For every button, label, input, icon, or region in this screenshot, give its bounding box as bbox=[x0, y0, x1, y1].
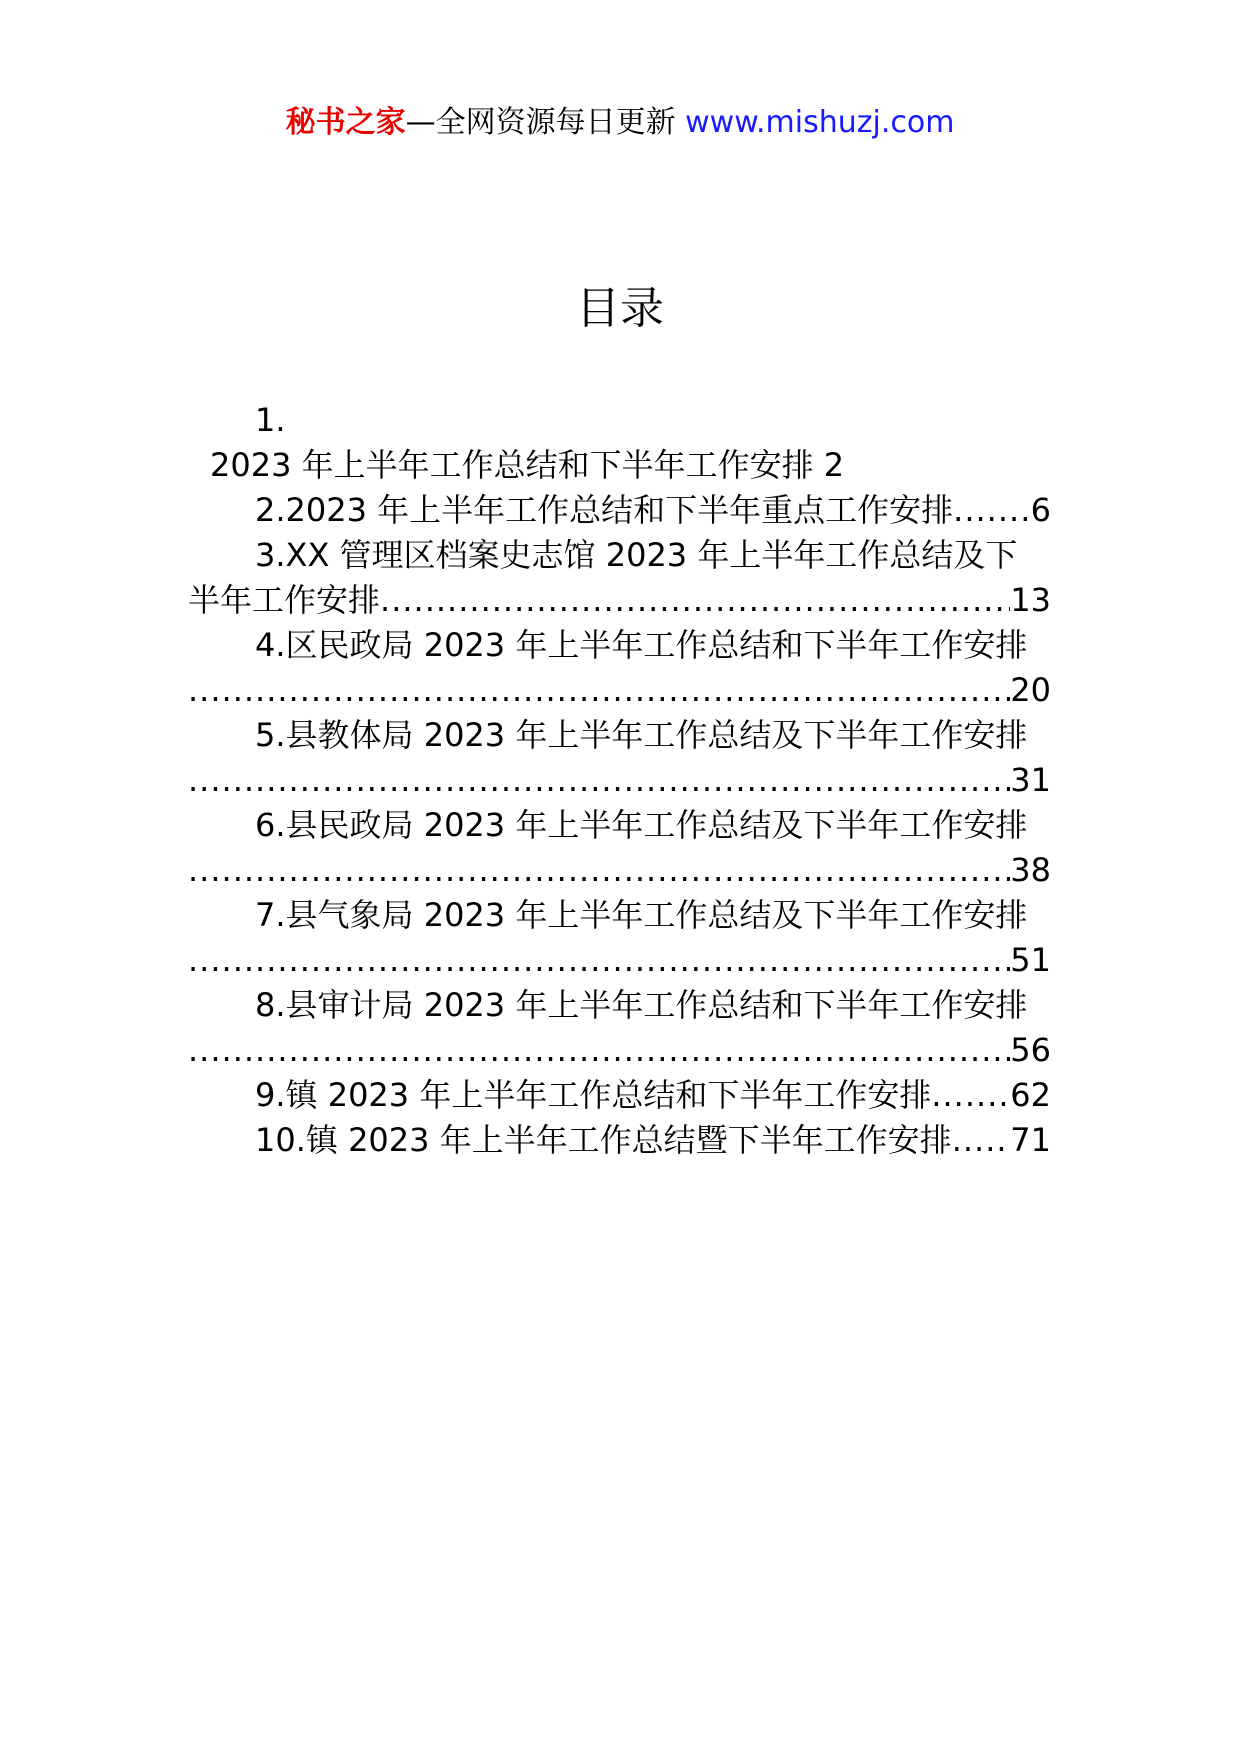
toc-entry-7-leader bbox=[188, 938, 1051, 983]
toc-leader-dots bbox=[953, 488, 1030, 533]
toc-entry-5-leader bbox=[188, 758, 1051, 803]
toc-entry-title: 县民政局 2023 年上半年工作总结及下半年工作安排 bbox=[285, 806, 1028, 844]
toc-entry-title: 2023 年上半年工作总结和下半年工作安排 bbox=[210, 446, 814, 484]
toc-entry-6-leader bbox=[188, 848, 1051, 893]
toc-entry-number: 8. bbox=[255, 986, 286, 1024]
toc-entry-page: 20 bbox=[1010, 671, 1051, 709]
toc-entry-8-leader bbox=[188, 1028, 1051, 1073]
toc-entry-title: 2023 年上半年工作总结和下半年重点工作安排 bbox=[285, 491, 954, 529]
toc-entry-title: 县审计局 2023 年上半年工作总结和下半年工作安排 bbox=[285, 986, 1028, 1024]
toc-entry-number: 3. bbox=[255, 536, 286, 574]
toc-entry-page: 2 bbox=[823, 446, 845, 484]
toc-entry-page: 51 bbox=[1010, 941, 1051, 979]
toc-entry-5[interactable] bbox=[188, 713, 1051, 758]
toc-entry-title-continued: 半年工作安排 bbox=[188, 581, 381, 619]
toc-entry-number: 10. bbox=[255, 1121, 306, 1159]
table-of-contents bbox=[188, 398, 1051, 1163]
toc-entry-page: 56 bbox=[1010, 1031, 1051, 1069]
toc-leader-dots bbox=[380, 578, 1010, 623]
brand-name: 秘书之家 bbox=[285, 105, 406, 140]
toc-entry-title: 县气象局 2023 年上半年工作总结及下半年工作安排 bbox=[285, 896, 1028, 934]
toc-entry-title: XX 管理区档案史志馆 2023 年上半年工作总结及下 bbox=[285, 536, 1018, 574]
toc-entry-title: 镇 2023 年上半年工作总结暨下半年工作安排 bbox=[305, 1121, 952, 1159]
toc-entry-4[interactable] bbox=[188, 623, 1051, 668]
toc-entry-number: 5. bbox=[255, 716, 286, 754]
toc-leader-dots bbox=[931, 1073, 1010, 1118]
toc-entry-page: 31 bbox=[1010, 761, 1051, 799]
toc-leader-dots bbox=[188, 938, 1010, 983]
toc-leader-dots bbox=[952, 1118, 1011, 1163]
toc-entry-3-continued[interactable] bbox=[188, 578, 1051, 623]
page-header bbox=[0, 103, 1240, 143]
toc-entry-number: 6. bbox=[255, 806, 286, 844]
toc-leader-dots bbox=[188, 758, 1010, 803]
toc-entry-9[interactable] bbox=[188, 1073, 1051, 1118]
toc-entry-6[interactable] bbox=[188, 803, 1051, 848]
toc-entry-7[interactable] bbox=[188, 893, 1051, 938]
toc-entry-page: 13 bbox=[1010, 581, 1051, 619]
toc-entry-1[interactable] bbox=[188, 443, 1051, 488]
toc-entry-title: 区民政局 2023 年上半年工作总结和下半年工作安排 bbox=[285, 626, 1028, 664]
toc-entry-number: 4. bbox=[255, 626, 286, 664]
toc-leader-dots bbox=[188, 848, 1010, 893]
toc-leader-dots bbox=[188, 668, 1010, 713]
toc-entry-page: 38 bbox=[1010, 851, 1051, 889]
toc-entry-10[interactable] bbox=[188, 1118, 1051, 1163]
toc-entry-title: 县教体局 2023 年上半年工作总结及下半年工作安排 bbox=[285, 716, 1028, 754]
toc-entry-number: 2. bbox=[255, 491, 286, 529]
toc-entry-title: 镇 2023 年上半年工作总结和下半年工作安排 bbox=[285, 1076, 932, 1114]
toc-entry-number: 1. bbox=[255, 401, 286, 439]
toc-entry-number: 7. bbox=[255, 896, 286, 934]
page-title: 目录 bbox=[576, 283, 664, 334]
toc-entry-3[interactable] bbox=[188, 533, 1051, 578]
toc-entry-page: 6 bbox=[1030, 491, 1051, 529]
toc-entry-8[interactable] bbox=[188, 983, 1051, 1028]
header-slogan: —全网资源每日更新 bbox=[405, 105, 676, 140]
toc-entry-number: 9. bbox=[255, 1076, 286, 1114]
toc-leader-dots bbox=[188, 1028, 1010, 1073]
toc-entry-page: 62 bbox=[1010, 1076, 1051, 1114]
website-link[interactable]: www.mishuzj.com bbox=[685, 105, 955, 140]
toc-entry-1-number-line bbox=[188, 398, 1051, 443]
toc-entry-2[interactable] bbox=[188, 488, 1051, 533]
toc-entry-4-leader bbox=[188, 668, 1051, 713]
toc-entry-page: 71 bbox=[1010, 1121, 1051, 1159]
